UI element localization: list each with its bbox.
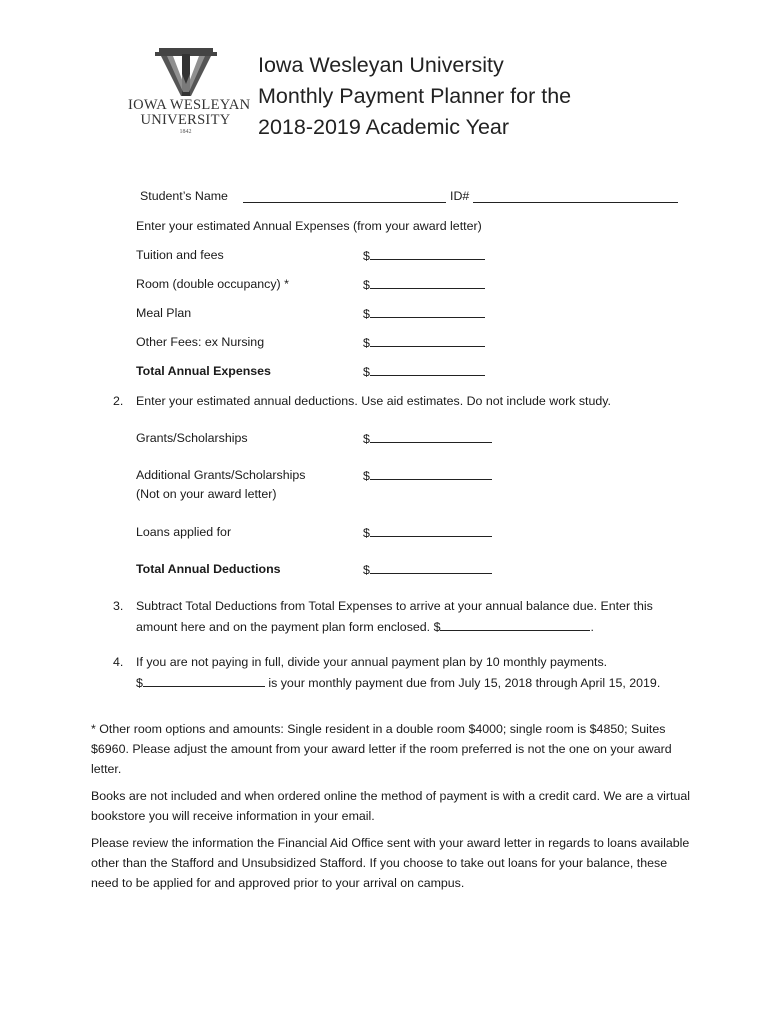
grants-field[interactable] bbox=[363, 430, 492, 447]
expense-tuition-field[interactable] bbox=[363, 247, 485, 264]
currency-symbol: $ bbox=[363, 469, 370, 483]
expense-meal-field[interactable] bbox=[363, 305, 485, 322]
step4-line2 bbox=[136, 674, 660, 691]
step4-number: 4. bbox=[113, 655, 124, 669]
currency-symbol: $ bbox=[363, 249, 370, 263]
currency-symbol: $ bbox=[363, 307, 370, 321]
page-title-line2: Monthly Payment Planner for the bbox=[258, 84, 572, 108]
iwu-crest-icon bbox=[155, 46, 217, 96]
logo-name-line2: UNIVERSITY bbox=[140, 112, 231, 128]
expense-room-label: Room (double occupancy) * bbox=[136, 277, 289, 291]
step4-line1: If you are not paying in full, divide your annual payment plan by 10 monthly payments. bbox=[136, 655, 608, 669]
additional-grants-field[interactable] bbox=[363, 467, 492, 484]
logo-name-line1: IOWA WESLEYAN bbox=[128, 97, 251, 113]
expense-meal-label: Meal Plan bbox=[136, 306, 192, 320]
loans-label: Loans applied for bbox=[136, 525, 232, 539]
note-room-options: * Other room options and amounts: Single resident in a double room $4000; single room is $4850; Suites $6960. Please adjust the amount from your award letter if the room preferred is not the one on your award letter. bbox=[91, 722, 672, 776]
grants-label: Grants/Scholarships bbox=[136, 431, 248, 445]
expenses-intro: Enter your estimated Annual Expenses (from your award letter) bbox=[136, 219, 482, 233]
loans-field[interactable] bbox=[363, 524, 492, 541]
step3-line1: Subtract Total Deductions from Total Expenses to arrive at your annual balance due. Enter this bbox=[136, 599, 653, 613]
currency-symbol: $ bbox=[363, 563, 370, 577]
total-deductions-label: Total Annual Deductions bbox=[136, 562, 281, 576]
additional-grants-label-line2: (Not on your award letter) bbox=[136, 487, 277, 501]
total-deductions-field[interactable] bbox=[363, 561, 492, 578]
monthly-payment-field[interactable] bbox=[143, 674, 265, 687]
step3-line2-text: amount here and on the payment plan form enclosed. $ bbox=[136, 620, 441, 634]
currency-symbol: $ bbox=[363, 526, 370, 540]
page-title-line3: 2018-2019 Academic Year bbox=[258, 115, 510, 139]
currency-symbol: $ bbox=[363, 365, 370, 379]
step3-line2-end: . bbox=[590, 620, 594, 634]
currency-symbol: $ bbox=[363, 278, 370, 292]
note-books: Books are not included and when ordered online the method of payment is with a credit card. We are a virtual bookstore you will receive information in your email. bbox=[91, 789, 690, 823]
student-name-field[interactable] bbox=[243, 202, 446, 203]
total-expenses-field[interactable] bbox=[363, 363, 485, 380]
currency-symbol: $ bbox=[363, 432, 370, 446]
step2-number: 2. bbox=[113, 394, 124, 408]
university-logo bbox=[128, 46, 251, 146]
expense-other-field[interactable] bbox=[363, 334, 485, 351]
expense-tuition-label: Tuition and fees bbox=[136, 248, 224, 262]
page-title-line1: Iowa Wesleyan University bbox=[258, 53, 504, 77]
total-expenses-label: Total Annual Expenses bbox=[136, 364, 271, 378]
additional-grants-label-line1: Additional Grants/Scholarships bbox=[136, 468, 306, 482]
deductions-intro: Enter your estimated annual deductions. Use aid estimates. Do not include work study. bbox=[136, 394, 611, 408]
step4-line2-text: is your monthly payment due from July 15, 2018 through April 15, 2019. bbox=[264, 676, 661, 690]
annual-balance-field[interactable] bbox=[440, 618, 590, 631]
currency-symbol: $ bbox=[363, 336, 370, 350]
logo-year: 1842 bbox=[179, 129, 192, 135]
student-id-label: ID# bbox=[450, 189, 470, 203]
step3-number: 3. bbox=[113, 599, 124, 613]
student-id-field[interactable] bbox=[473, 202, 678, 203]
note-loans: Please review the information the Financial Aid Office sent with your award letter in regards to loans available other than the Stafford and Unsubsidized Stafford. If you choose to take out loans for your balance, these need to be applied for and approved prior to your arrival on campus. bbox=[91, 836, 690, 890]
expense-room-field[interactable] bbox=[363, 276, 485, 293]
student-name-label: Student’s Name bbox=[140, 189, 228, 203]
currency-symbol: $ bbox=[136, 676, 143, 690]
step3-line2 bbox=[136, 618, 594, 635]
expense-other-label: Other Fees: ex Nursing bbox=[136, 335, 265, 349]
